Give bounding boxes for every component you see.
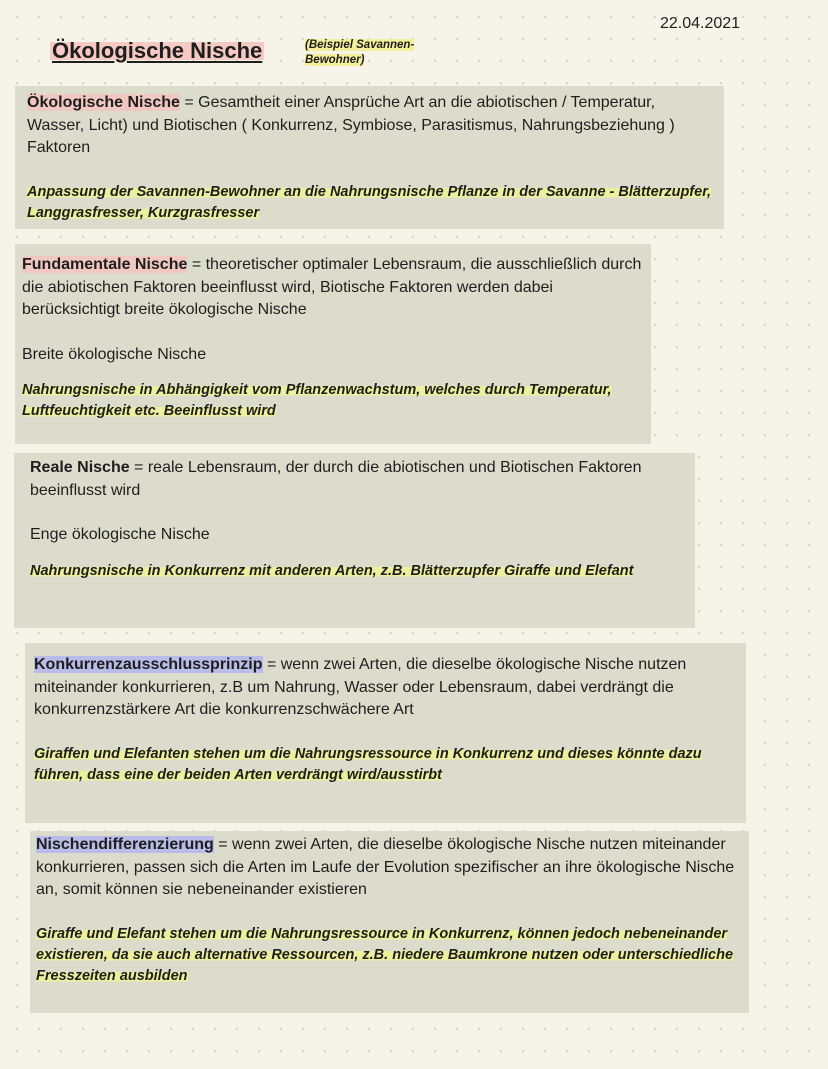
- date-label: 22.04.2021: [660, 15, 741, 32]
- definition-body: = wenn zwei Arten, die dieselbe ökologische Nische nutzen miteinander konkurrieren, z.B um Nahrung, Wasser oder Lebensraum, dabei verdrängt die konkurrenzstärkere Art die konkurrenzschwächere Art: [34, 656, 687, 718]
- definition-box-nischendifferenzierung: [30, 831, 749, 1013]
- sub-heading: Breite ökologische Nische: [22, 345, 207, 363]
- page-subtitle: [305, 38, 414, 68]
- definition-text: [34, 654, 738, 722]
- term-reale-nische: Reale Nische: [30, 459, 130, 476]
- example-text: Anpassung der Savannen-Bewohner an die Nahrungsnische Pflanze in der Savanne - Blätterzupfer, Langgrasfresser, Kurzgrasfresser: [27, 183, 712, 221]
- definition-box-fundamentale-nische: [15, 244, 651, 444]
- definition-text: [27, 92, 712, 160]
- subtitle-line-1: (Beispiel Savannen-: [305, 39, 415, 51]
- definition-box-reale-nische: [14, 453, 695, 628]
- example-text: Nahrungsnische in Abhängigkeit vom Pflanzenwachstum, welches durch Temperatur, Luftfeuchtigkeit etc. Beeinflusst wird: [22, 382, 612, 419]
- term-nischendifferenzierung: Nischendifferenzierung: [36, 836, 214, 853]
- definition-box-oekologische-nische: [15, 86, 724, 229]
- definition-body: = reale Lebensraum, der durch die abiotischen und Biotischen Faktoren beeinflusst wird: [30, 459, 642, 499]
- definition-box-konkurrenzausschlussprinzip: [25, 643, 746, 823]
- subtitle-line-2: Bewohner): [305, 54, 365, 66]
- example-text: Giraffen und Elefanten stehen um die Nahrungsressource in Konkurrenz und dieses könnte dazu führen, dass eine der beiden Arten verdrängt wird/ausstirbt: [34, 745, 702, 783]
- example-text: Nahrungsnische in Konkurrenz mit anderen Arten, z.B. Blätterzupfer Giraffe und Elefant: [30, 562, 634, 579]
- definition-text: [22, 254, 643, 322]
- sub-heading: Enge ökologische Nische: [30, 526, 210, 543]
- definition-body: = Gesamtheit einer Ansprüche Art an die abiotischen / Temperatur, Wasser, Licht) und Biotischen ( Konkurrenz, Symbiose, Parasitismus, Nahrungsbeziehung ) Faktoren: [27, 94, 675, 156]
- term-konkurrenzausschlussprinzip: Konkurrenzausschlussprinzip: [34, 656, 263, 673]
- definition-text: [36, 834, 741, 902]
- definition-body: = wenn zwei Arten, die dieselbe ökologische Nische nutzen miteinander konkurrieren, passen sich die Arten im Laufe der Evolution spezifischer an ihre ökologische Nische an, somit können sie nebeneinander existieren: [36, 836, 735, 898]
- example-text: Giraffe und Elefant stehen um die Nahrungsressource in Konkurrenz, können jedoch nebeneinander existieren, da sie auch alternative Ressourcen, z.B. niedere Baumkrone nutzen oder unterschiedliche Fresszeiten ausbilden: [36, 925, 734, 984]
- page-title: Ökologische Nische: [52, 38, 263, 63]
- definition-text: [30, 457, 681, 502]
- definition-body: = theoretischer optimaler Lebensraum, die ausschließlich durch die abiotischen Faktoren beeinflusst wird, Biotische Faktoren werden dabei berücksichtigt breite ökologische Nische: [22, 256, 642, 318]
- term-oekologische-nische: Ökologische Nische: [27, 94, 180, 111]
- term-fundamentale-nische: Fundamentale Nische: [22, 256, 188, 273]
